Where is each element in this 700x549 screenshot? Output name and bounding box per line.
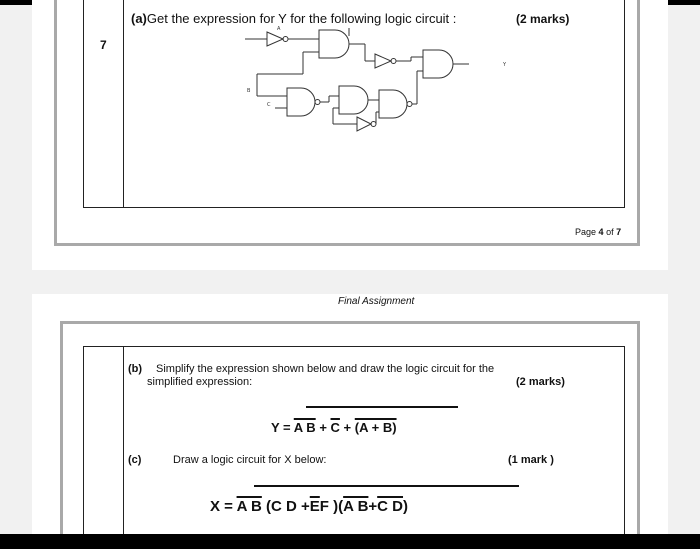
- expression-x-overbar: [254, 485, 519, 487]
- expr-x-ab2: A B: [343, 498, 369, 515]
- part-a-marks: (2 marks): [516, 12, 570, 26]
- logic-circuit: [237, 24, 517, 142]
- nand-gate-2: [379, 90, 407, 118]
- expr-x-cd: (C D +: [266, 498, 310, 515]
- circuit-label-b: B: [247, 88, 251, 94]
- expr-y-plus-2: +: [343, 420, 352, 435]
- page-current: 4: [598, 227, 604, 237]
- part-b-label: (b): [128, 363, 143, 375]
- expr-x-plus: +: [368, 498, 378, 515]
- page-label: Page: [575, 227, 597, 237]
- circuit-label-y: Y: [503, 62, 507, 68]
- expr-x-f: F )(: [319, 498, 344, 515]
- part-c-text: Draw a logic circuit for X below:: [173, 454, 327, 466]
- bottom-black-edge: [0, 534, 700, 549]
- expression-x: [210, 498, 408, 515]
- page-frame-right: [637, 321, 640, 541]
- page-5: [32, 294, 668, 534]
- expr-x-cd2: C D: [377, 498, 404, 515]
- part-b-line2: simplified expression:: [147, 376, 253, 388]
- page-frame-left: [54, 0, 57, 246]
- expr-y-plus-1: +: [319, 420, 327, 435]
- expr-x-e: $\overline{E}$: [309, 498, 320, 515]
- part-a-label: (a): [131, 11, 147, 26]
- circuit-label-a: A: [277, 26, 281, 32]
- table-divider: [123, 0, 124, 208]
- part-c-label: (c): [128, 454, 142, 466]
- nand-gate: [287, 88, 315, 116]
- expr-y-term-a-plus-b: (A + B): [354, 420, 397, 435]
- expr-y-term-c: $\overline{C}$: [330, 420, 340, 435]
- page-frame-top: [60, 321, 640, 324]
- circuit-label-c: C: [267, 102, 271, 108]
- expression-y-overbar: [306, 406, 458, 408]
- question-number: 7: [100, 38, 107, 52]
- expr-x-term-ab: A B: [236, 498, 262, 515]
- expr-x-close: ): [403, 498, 409, 515]
- expr-y-lhs: Y =: [271, 420, 291, 435]
- part-b-marks: (2 marks): [516, 376, 565, 388]
- page-frame-bottom: [54, 243, 640, 246]
- page-total: 7: [616, 227, 622, 237]
- and-gate-1: [319, 30, 349, 58]
- part-c-marks: (1 mark ): [508, 454, 554, 466]
- page-of: of: [606, 227, 614, 237]
- expr-y-term-ab: A B: [293, 420, 316, 435]
- page-header: Final Assignment: [338, 296, 415, 307]
- expression-y: [271, 420, 397, 435]
- and-gate-2: [339, 86, 368, 114]
- and-gate-final: [423, 50, 453, 78]
- page-frame-left: [60, 321, 63, 541]
- page-frame-right: [637, 0, 640, 246]
- page-number: [575, 227, 621, 237]
- part-a-text: Get the expression for Y for the following logic circuit :: [146, 11, 457, 26]
- page-4: [32, 0, 668, 270]
- expr-x-lhs: X =: [210, 498, 233, 515]
- part-b-line1: Simplify the expression shown below and draw the logic circuit for the: [156, 363, 495, 375]
- table-divider: [123, 346, 124, 546]
